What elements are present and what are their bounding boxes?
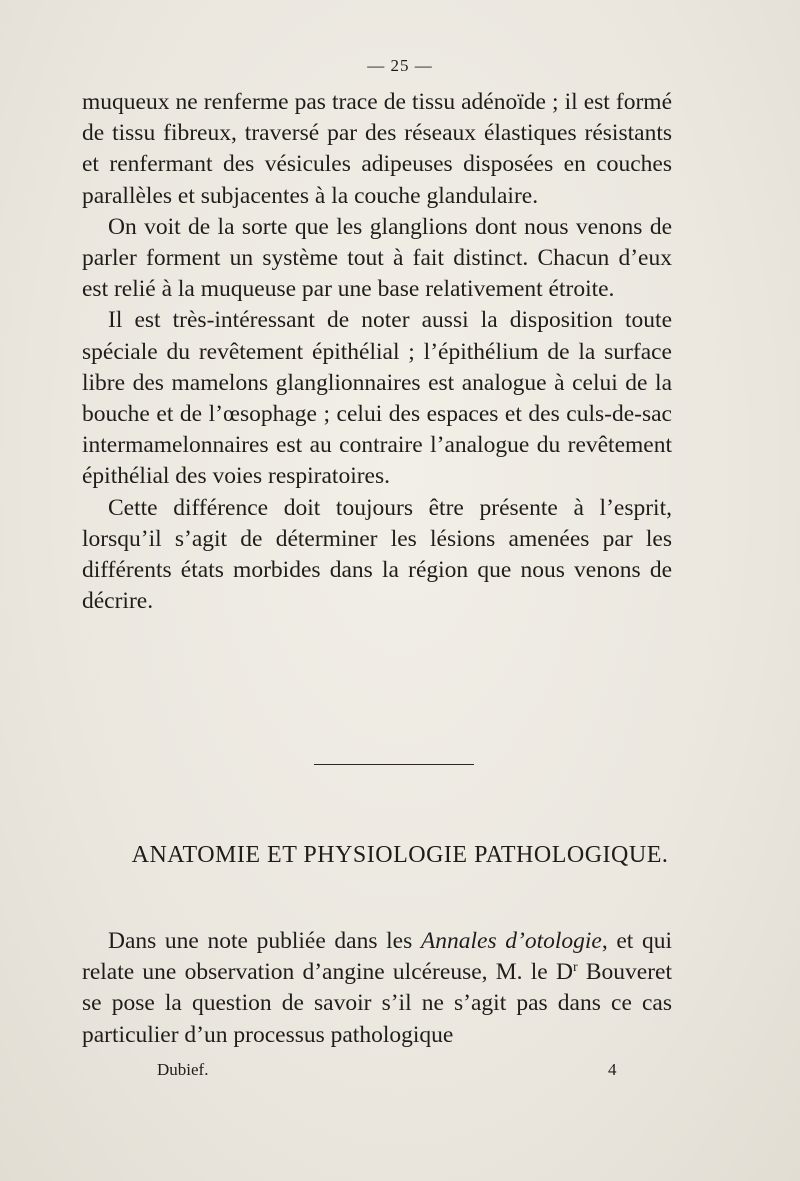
paragraph: Cette différence doit toujours être présente à l’esprit, lorsqu’il s’agit de déterminer les lésions amenées par les différents états morbides dans la région que nous venons de décrire. (82, 494, 672, 615)
paragraph: muqueux ne renferme pas trace de tissu adénoïde ; il est formé de tissu fibreux, traversé par des réseaux élastiques résistants et renfermant des vésicules adipeuses disposées en couches parallèles et subjacentes à la couche glandulaire. (82, 89, 672, 209)
paragraph-text: , et qui relate une observation d’angine ulcéreuse, M. le D (82, 928, 672, 986)
journal-title: Annales d’otologie (420, 928, 602, 954)
paragraph-text: Dans une note publiée dans les (108, 928, 421, 954)
superscript: r (572, 960, 578, 976)
body-text (82, 87, 672, 617)
section-divider (314, 764, 474, 765)
section-heading: ANATOMIE ET PHYSIOLOGIE PATHOLOGIQUE. (131, 842, 669, 868)
section-body-text (82, 926, 672, 1051)
paragraph: On voit de la sorte que les glanglions dont nous venons de parler forment un système tout à fait distinct. Chacun d’eux est relié à la muqueuse par une base relativement étroite. (82, 213, 672, 303)
page-number: — 25 — (367, 56, 433, 75)
paragraph (82, 926, 672, 1051)
signature-mark: 4 (608, 1060, 617, 1079)
paragraph: Il est très-intéressant de noter aussi la disposition toute spéciale du revêtement épithélial ; l’épithélium de la surface libre des mamelons glanglionnaires est analogue à celui de la bouche et de l’œsophage ; celui des espaces et des culs-de-sac intermamelonnaires est au contraire l’analogue du revêtement épithélial des voies respiratoires. (82, 307, 672, 490)
footer-author: Dubief. (157, 1060, 209, 1079)
paragraph-text: Bouveret se pose la question de savoir s’il ne s’agit pas dans ce cas particulier d’un processus pathologique (82, 959, 673, 1048)
